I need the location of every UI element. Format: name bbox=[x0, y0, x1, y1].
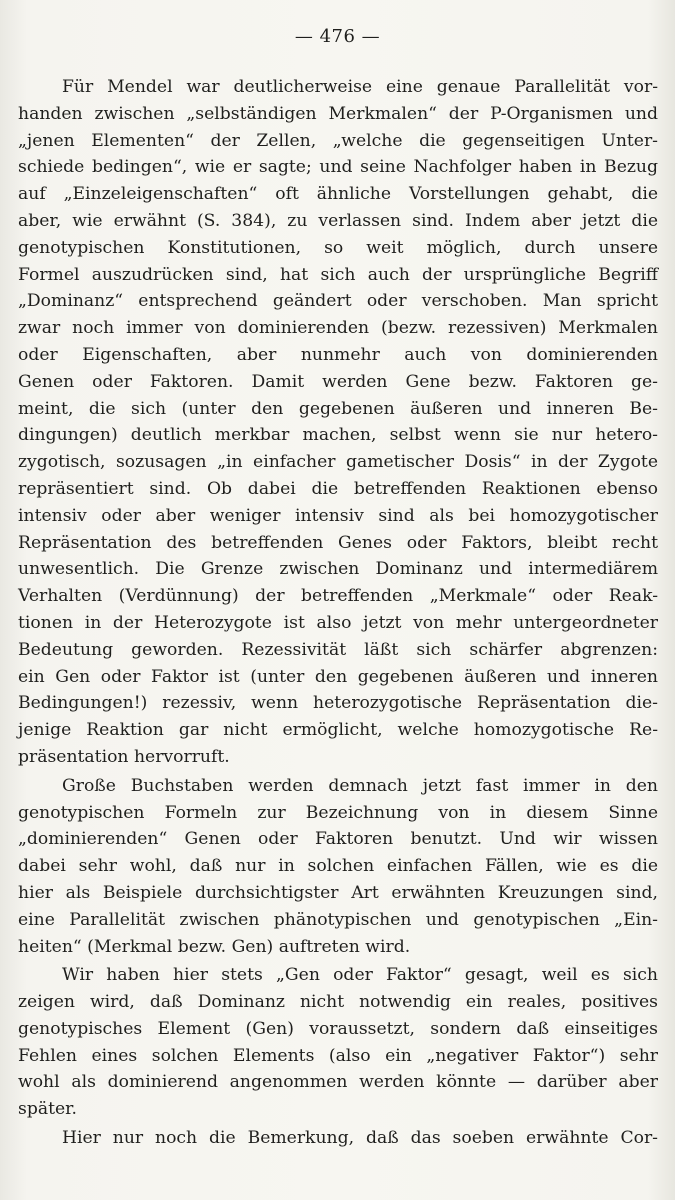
text-line: Große Buchstaben werden demnach jetzt fast immer in den bbox=[62, 775, 658, 796]
text-line: Wir haben hier stets „Gen oder Faktor“ gesagt, weil es sich bbox=[62, 965, 658, 986]
text-line: meint, die sich (unter den gegebenen äußeren und inneren Be- bbox=[18, 398, 658, 419]
text-line: aber, wie erwähnt (S. 384), zu verlassen sind. Indem aber jetzt die bbox=[18, 210, 658, 231]
text-line: Bedeutung geworden. Rezessivität läßt sich schärfer abgrenzen: bbox=[18, 639, 658, 660]
paragraph-2 bbox=[18, 773, 658, 961]
text-line: Genen oder Faktoren. Damit werden Gene bezw. Faktoren ge- bbox=[18, 371, 658, 392]
text-line: genotypisches Element (Gen) voraussetzt, sondern daß einseitiges bbox=[18, 1018, 658, 1039]
text-line: zeigen wird, daß Dominanz nicht notwendig ein reales, positives bbox=[18, 992, 658, 1013]
paragraph-4 bbox=[18, 1125, 658, 1152]
text-line: präsentation hervorruft. bbox=[18, 746, 230, 767]
text-line: Formel auszudrücken sind, hat sich auch der ursprüngliche Begriff bbox=[18, 264, 658, 285]
page-number: — 476 — bbox=[294, 26, 381, 47]
text-line: eine Parallelität zwischen phänotypischen und genotypischen „Ein- bbox=[18, 909, 658, 930]
text-line: dabei sehr wohl, daß nur in solchen einfachen Fällen, wie es die bbox=[18, 856, 658, 877]
text-line: dingungen) deutlich merkbar machen, selbst wenn sie nur hetero- bbox=[18, 425, 658, 446]
text-line: wohl als dominierend angenommen werden könnte — darüber aber bbox=[18, 1072, 658, 1093]
text-line: Hier nur noch die Bemerkung, daß das soeben erwähnte Cor- bbox=[62, 1128, 658, 1149]
text-line: handen zwischen „selbständigen Merkmalen“ der P-Organismen und bbox=[18, 103, 658, 124]
text-line: repräsentiert sind. Ob dabei die betreffenden Reaktionen ebenso bbox=[18, 478, 658, 499]
text-line: jenige Reaktion gar nicht ermöglicht, welche homozygotische Re- bbox=[18, 720, 658, 741]
text-line: tionen in der Heterozygote ist also jetzt von mehr untergeordneter bbox=[18, 612, 658, 633]
text-line: Für Mendel war deutlicherweise eine genaue Parallelität vor- bbox=[62, 77, 658, 97]
text-line: schiede bedingen“, wie er sagte; und seine Nachfolger haben in Bezug bbox=[18, 157, 658, 178]
text-line: ein Gen oder Faktor ist (unter den gegebenen äußeren und inneren bbox=[18, 666, 658, 687]
body-text bbox=[18, 74, 658, 1152]
paragraph-3 bbox=[18, 962, 658, 1123]
text-line: später. bbox=[18, 1099, 77, 1120]
text-line: „dominierenden“ Genen oder Faktoren benutzt. Und wir wissen bbox=[18, 829, 658, 850]
text-line: genotypischen Konstitutionen, so weit möglich, durch unsere bbox=[18, 237, 658, 258]
text-line: oder Eigenschaften, aber nunmehr auch von dominierenden bbox=[18, 344, 658, 365]
text-line: Fehlen eines solchen Elements (also ein „negativer Faktor“) sehr bbox=[18, 1045, 658, 1066]
text-line: genotypischen Formeln zur Bezeichnung von in diesem Sinne bbox=[18, 802, 658, 823]
text-line: „Dominanz“ entsprechend geändert oder verschoben. Man spricht bbox=[18, 291, 658, 312]
text-line: Verhalten (Verdünnung) der betreffenden „Merkmale“ oder Reak- bbox=[18, 586, 658, 607]
text-line: „jenen Elementen“ der Zellen, „welche die gegenseitigen Unter- bbox=[18, 130, 658, 151]
paragraph-1 bbox=[18, 74, 658, 771]
text-line: unwesentlich. Die Grenze zwischen Dominanz und intermediärem bbox=[18, 559, 658, 580]
text-line: intensiv oder aber weniger intensiv sind als bei homozygotischer bbox=[18, 505, 658, 526]
text-line: hier als Beispiele durchsichtigster Art erwähnten Kreuzungen sind, bbox=[18, 882, 658, 903]
text-line: Repräsentation des betreffenden Genes oder Faktors, bleibt recht bbox=[18, 532, 658, 553]
text-line: zygotisch, sozusagen „in einfacher gametischer Dosis“ in der Zygote bbox=[18, 452, 658, 473]
text-line: heiten“ (Merkmal bezw. Gen) auftreten wird. bbox=[18, 936, 411, 957]
text-line: auf „Einzeleigenschaften“ oft ähnliche Vorstellungen gehabt, die bbox=[18, 184, 658, 205]
text-line: Bedingungen!) rezessiv, wenn heterozygotische Repräsentation die- bbox=[18, 693, 658, 714]
text-line: zwar noch immer von dominierenden (bezw. rezessiven) Merkmalen bbox=[18, 318, 658, 339]
